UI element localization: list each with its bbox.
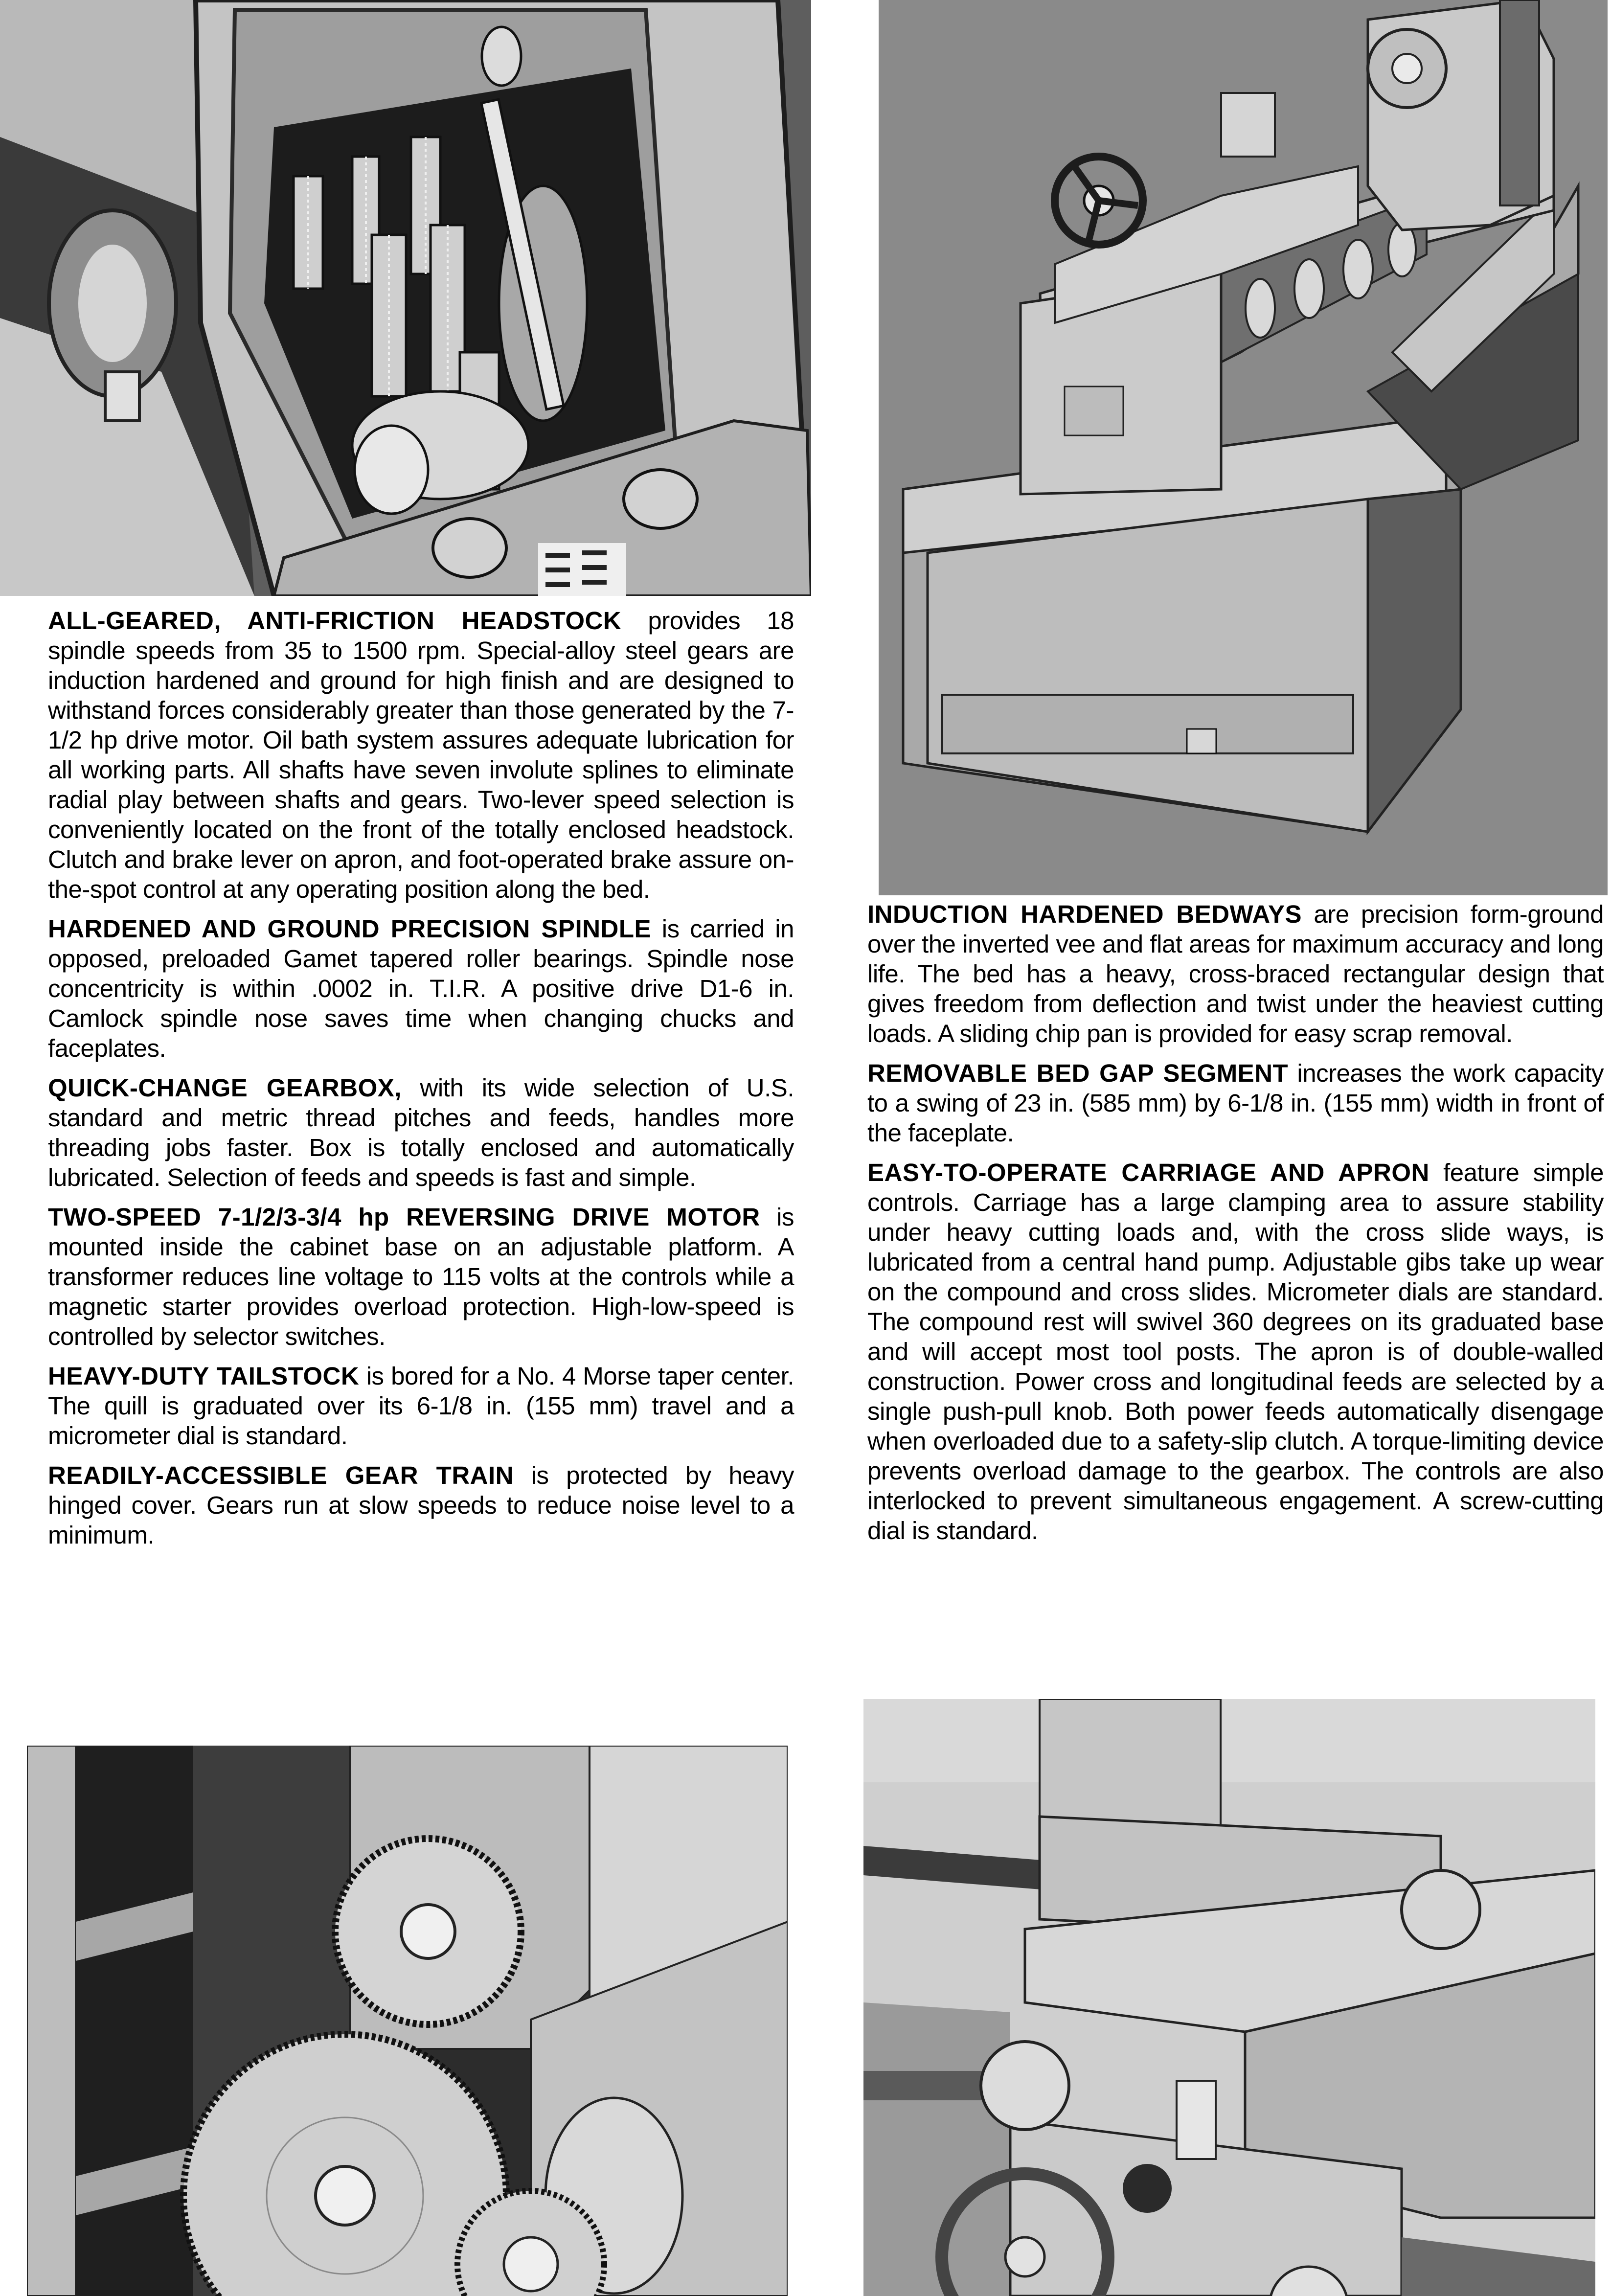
right-text-column — [867, 899, 1604, 1555]
feature-heading: EASY-TO-OPERATE CARRIAGE AND APRON — [867, 1159, 1429, 1186]
feature-body: are precision form-ground over the inverted vee and flat areas for maximum accuracy and long life. The bed has a heavy, cross-braced rectangular design that gives freedom from deflection and twist under the heaviest cutting loads. A sliding chip pan is provided for easy scrap removal. — [867, 900, 1604, 1047]
feature-heading: QUICK-CHANGE GEARBOX, — [48, 1074, 402, 1102]
lathe-bed-illustration — [879, 0, 1608, 895]
feature-heading: HEAVY-DUTY TAILSTOCK — [48, 1362, 360, 1390]
headstock-photo — [0, 0, 811, 596]
feature-heading: HARDENED AND GROUND PRECISION SPINDLE — [48, 915, 652, 943]
gear-train-photo — [27, 1746, 788, 2296]
feature-bed-gap — [867, 1058, 1604, 1148]
feature-gear-train — [48, 1460, 794, 1550]
feature-body: is mounted inside the cabinet base on an adjustable platform. A transformer reduces line voltage to 115 volts at the controls while a magnetic starter provides overload protection. High-low-speed is controlled by selector switches. — [48, 1203, 794, 1350]
headstock-illustration — [0, 0, 811, 596]
feature-heading: INDUCTION HARDENED BEDWAYS — [867, 900, 1302, 928]
bedways-photo — [879, 0, 1608, 895]
feature-bedways — [867, 899, 1604, 1048]
feature-heading: REMOVABLE BED GAP SEGMENT — [867, 1059, 1289, 1087]
feature-headstock — [48, 606, 794, 904]
feature-body: provides 18 spindle speeds from 35 to 1500 rpm. Special-alloy steel gears are induction hardened and ground for high finish and are designed to withstand forces considerably greater than those generated by the 7-1/2 hp drive motor. Oil bath system assures adequate lubrication for all working parts. All shafts have seven involute splines to eliminate radial play between shafts and gears. Two-lever speed selection is conveniently located on the front of the totally enclosed headstock. Clutch and brake lever on apron, and foot-operated brake assure on-the-spot control at any operating position along the bed. — [48, 607, 794, 903]
feature-body: is protected by heavy hinged cover. Gears run at slow speeds to reduce noise level to a minimum. — [48, 1461, 794, 1549]
feature-body: is carried in opposed, preloaded Gamet tapered roller bearings. Spindle nose concentricity is within .0002 in. T.I.R. A positive drive D1-6 in. Camlock spindle nose saves time when changing chucks and faceplates. — [48, 915, 794, 1062]
feature-body: is bored for a No. 4 Morse taper center. The quill is graduated over its 6-1/8 in. (155 mm) travel and a micrometer dial is standard. — [48, 1362, 794, 1450]
gear-train-illustration — [27, 1746, 788, 2296]
left-text-column — [48, 606, 794, 1560]
carriage-illustration — [863, 1699, 1595, 2296]
feature-tailstock — [48, 1361, 794, 1451]
feature-drive-motor — [48, 1202, 794, 1351]
carriage-photo — [863, 1699, 1595, 2296]
feature-heading: ALL-GEARED, ANTI-FRICTION HEADSTOCK — [48, 607, 622, 635]
feature-carriage-apron — [867, 1158, 1604, 1546]
feature-body: feature simple controls. Carriage has a large clamping area to assure stability under heavy cutting loads and, with the cross slide ways, is lubricated from a central hand pump. Adjustable gibs take up wear on the compound and cross slides. Micrometer dials are standard. The compound rest will swivel 360 degrees on its graduated base and will accept most tool posts. The apron is of double-walled construction. Power cross and longitudinal feeds are selected by a single push-pull knob. Both power feeds automatically disengage when overloaded due to a safety-slip clutch. A torque-limiting device prevents overload damage to the gearbox. The controls are also interlocked to prevent simultaneous engagement. A screw-cutting dial is standard. — [867, 1159, 1604, 1545]
feature-spindle — [48, 914, 794, 1063]
feature-heading: READILY-ACCESSIBLE GEAR TRAIN — [48, 1461, 514, 1489]
feature-body: increases the work capacity to a swing of 23 in. (585 mm) by 6-1/8 in. (155 mm) width in front of the faceplate. — [867, 1059, 1604, 1147]
feature-gearbox — [48, 1073, 794, 1192]
feature-body: with its wide selection of U.S. standard and metric thread pitches and feeds, handles more threading jobs faster. Box is totally enclosed and automatically lubricated. Selection of feeds and speeds is fast and simple. — [48, 1074, 794, 1191]
feature-heading: TWO-SPEED 7-1/2/3-3/4 hp REVERSING DRIVE MOTOR — [48, 1203, 760, 1231]
